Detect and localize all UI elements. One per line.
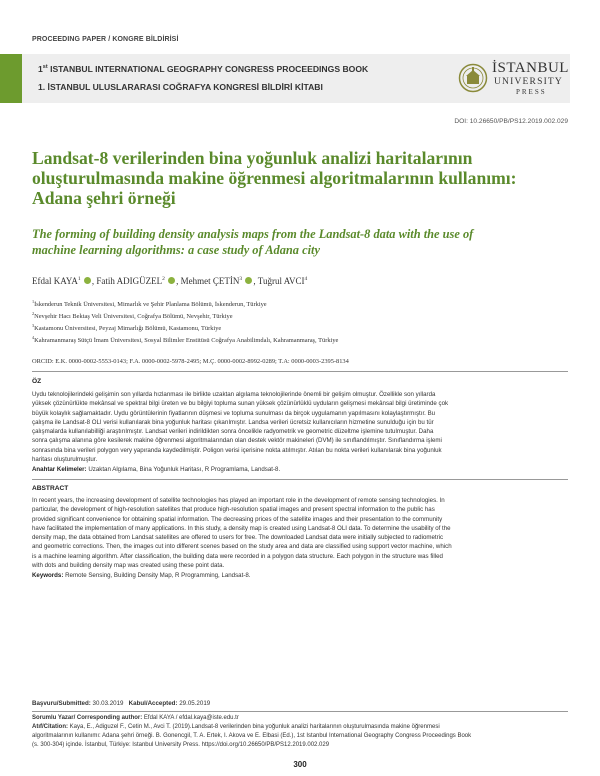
citation-line[interactable]: (s. 300-304) içinde. İstanbul, Türkiye: Istanbul University Press. https://doi.org/10.26650/PB/PS12.2019.002.029	[32, 741, 330, 748]
abstract-line: density map, the data obtained from Landsat satellites are offered to users for free. The downloaded Landsat data were initially subjected to radiometric	[32, 534, 444, 541]
citation-line: Kaya, E., Adiguzel F., Cetin M., Avci T. (2019).Landsat-8 verilerinden bina yoğunluk analizi haritalarının oluşturulmasında makine öğrenmesi	[69, 723, 440, 730]
affiliation-sup: 3	[32, 323, 35, 328]
book-title-en-ordinal: 1	[38, 64, 43, 74]
abstract-line: have facilitated the implementation of many applications. In this study, a density map is created using Landsat-8 OLI data. To determine the usability of the	[32, 524, 451, 532]
book-title-tr: 1. İSTANBUL ULUSLARARASI COĞRAFYA KONGRESİ BİLDİRİ KİTABI	[38, 82, 323, 92]
divider	[32, 479, 568, 480]
abstract-paragraph	[32, 496, 568, 570]
orcid-line: ORCID: E.K. 0000-0002-5553-0143; F.A. 0000-0002-5978-2495; M.Ç. 0000-0002-8992-0289; T.A: 0000-0003-2395-8134	[32, 358, 349, 365]
abstract-keywords	[32, 572, 250, 579]
title-en-line: machine learning algorithms: a case study of Adana city	[32, 242, 320, 257]
author-sup: 1	[77, 276, 81, 282]
title-tr-line: Landsat-8 verilerinden bina yoğunluk analizi haritalarının	[32, 148, 473, 168]
corresponding-value[interactable]: Efdal KAYA / efdal.kaya@iste.edu.tr	[143, 715, 239, 721]
oz-line: sonra çalışma alanına göre kesilerek makine öğrenmesi algoritmalarından olan destek vektör makineleri (DVM) ile sınıflandılmıştır. Sınıflandırma işlemi	[32, 437, 442, 445]
accepted-label: Kabul/Accepted:	[128, 700, 178, 707]
abstract-line: and geometric corrections. Then, the images cut into different scenes based on the study area and data are classified using support vector machine, which	[32, 543, 452, 551]
citation-line: algoritmalarının kullanımı: Adana şehri örneği. B. Gonencgil, T. A. Ertek, I. Akova ve E. Elbasi (Ed.), 1st Istanbul International Geography Congress Proceedings Book	[32, 732, 472, 739]
oz-keywords-label: Anahtar Kelimeler:	[32, 466, 87, 473]
author-sup: 3	[239, 276, 243, 282]
abstract-heading: ABSTRACT	[32, 485, 69, 492]
oz-line: büyük kolaylık sağlamaktadır. Uydu görüntülerinin fiyatlarının düşmesi ve topluma sunulması da birçok uygulamanın yapılmasını kolaylaştırmıştır. Bu	[32, 409, 436, 417]
citation-label: Atıf/Citation:	[32, 723, 68, 730]
oz-line: çalışma ile Landsat-8 OLI verisi kullanılarak bina yoğunluk haritası çıkarılmıştır. Landsa verileri ücretsiz kullanıcıların hizmetine sunulduğu için bu tür	[32, 418, 434, 426]
divider	[32, 711, 568, 712]
author-sup: 2	[162, 276, 165, 282]
title-turkish	[32, 148, 552, 208]
submission-dates	[32, 700, 210, 707]
logo-word-istanbul: İSTANBUL	[492, 60, 569, 76]
oz-line: çalışmalarda kullanılabilliği araştırılmıştır. Landsat verileri indirildikten sonra öncelikle radyometrik ve geometric düzeltme işlemine tutulmuştur. Daha	[32, 428, 434, 435]
affiliation-text: İskenderun Teknik Üniversitesi, Mimarlık ve Şehir Planlama Bölümü, İskenderun, Türkiye	[34, 301, 267, 309]
abstract-line: particular, the development of high-resolution satellites that produce high-resolution spatial images and present spectral information to the public has	[32, 506, 435, 514]
title-tr-line: Adana şehri örneği	[32, 188, 176, 208]
logo-word-university: UNIVERSITY	[494, 77, 563, 87]
page-number: 300	[293, 760, 307, 769]
oz-heading: ÖZ	[32, 378, 42, 385]
oz-keywords-value: Uzaktan Algılama, Bina Yoğunluk Haritası, R Programlama, Landsat-8.	[88, 466, 281, 473]
university-seal-icon	[458, 62, 488, 94]
correspondence-block	[32, 714, 568, 750]
affiliation-text: Kahramanmaraş Sütçü İmam Üniversitesi, Sosyal Bilimler Enstitüsü Coğrafya Anabilimdalı, Kahramanmaraş, Türkiye	[34, 337, 339, 345]
oz-line: haritası oluşturulmuştur.	[32, 455, 98, 463]
publisher-logo	[458, 57, 568, 99]
accepted-date: 29.05.2019	[179, 700, 211, 707]
corresponding-label: Sorumlu Yazar/ Corresponding author:	[32, 715, 143, 721]
affiliation	[32, 323, 221, 332]
abstract-line: with dots and building density map was created using these point data.	[32, 561, 225, 569]
author-list: Efdal KAYA$^1$ , Fatih ADIGÜZEL$^2$ , Mehmet ÇETİN$^3$ , Tuğrul AVCI$^4$	[32, 276, 308, 286]
abstract-keywords-value: Remote Sensing, Building Density Map, R Programming, Landsat-8.	[65, 572, 251, 579]
divider	[32, 371, 568, 372]
book-title-en-rest: ISTANBUL INTERNATIONAL GEOGRAPHY CONGRESS PROCEEDINGS BOOK	[50, 64, 369, 74]
affiliation	[32, 335, 338, 344]
orcid-icon[interactable]	[245, 277, 252, 284]
corresponding-author	[32, 714, 568, 723]
affiliation-text: Kastamonu Üniversitesi, Peyzaj Mimarlığı Bölümü, Kastamonu, Türkiye	[34, 325, 222, 333]
book-title-en	[38, 64, 368, 74]
doi: DOI: 10.26650/PB/PS12.2019.002.029	[454, 118, 568, 125]
submitted-date: 30.03.2019	[92, 700, 124, 707]
abstract-line: is a machine learning algorithm. After classification, the building data were recorded in a polygon data structure. Each polygon in the structure was filled	[32, 552, 443, 560]
book-title-en-sup: st	[42, 64, 48, 71]
submitted-label: Başvuru/Submitted:	[32, 700, 91, 707]
abstract-line: In recent years, the increasing development of satellite technologies has played an important role in the development of remote sensing technologies. In	[32, 497, 445, 504]
citation	[32, 723, 568, 732]
author-sup: 4	[304, 276, 308, 282]
orcid-icon[interactable]	[168, 277, 175, 284]
affiliation	[32, 311, 233, 320]
author-name: Mehmet ÇETİN	[180, 276, 240, 286]
abstract-line: provided significant convenience for obtaining spatial information. The decreasing prices of the satellite images and their presentation to the community	[32, 515, 443, 523]
author-name: Tuğrul AVCI	[257, 276, 305, 286]
logo-word-press: PRESS	[516, 88, 547, 96]
title-en-line: The forming of building density analysis maps from the Landsat-8 data with the use of	[32, 227, 474, 241]
orcid-icon[interactable]	[84, 277, 91, 284]
oz-keywords	[32, 466, 280, 473]
affiliation	[32, 299, 267, 308]
affiliation-sup: 4	[32, 335, 35, 340]
title-english	[32, 227, 572, 258]
oz-paragraph	[32, 390, 568, 464]
affiliation-sup: 2	[32, 311, 35, 316]
oz-line: Uydu teknolojilerindeki gelişimin son yıllarda hızlanması ile birlikte uzaktan algılama teknolojilerinde önemli bir gelişim olmuştur. Özellikle son yıllarda	[32, 391, 436, 398]
title-tr-line: oluşturulmasında makine öğrenmesi algoritmalarının kullanımı:	[32, 168, 517, 188]
author-name: Fatih ADIGÜZEL	[96, 276, 163, 286]
abstract-keywords-label: Keywords:	[32, 572, 64, 579]
affiliation-text: Nevşehir Hacı Bektaş Veli Üniversitesi, Coğrafya Bölümü, Nevşehir, Türkiye	[34, 313, 233, 321]
section-label: PROCEEDING PAPER / KONGRE BİLDİRİSİ	[32, 36, 179, 43]
author-name: Efdal KAYA	[32, 276, 78, 286]
oz-line: yüksek çözünürlükte mekânsal ve spektral bilgi üreten ve bu bilgiyi topluma sunan yüksek çözünürlüklü uyduların gelişmesi mekânsal bilgi üretiminde çok	[32, 400, 449, 408]
affiliation-sup: 1	[32, 299, 35, 304]
accent-bar	[0, 54, 22, 103]
oz-line: sonrasında bina verileri polygon very yapıranda kaydedilmiştir. Poligon verisi içerisine nokta atılmıştır. Atılan bu nokta verileri kullanılarak bina yoğunluk	[32, 446, 442, 454]
